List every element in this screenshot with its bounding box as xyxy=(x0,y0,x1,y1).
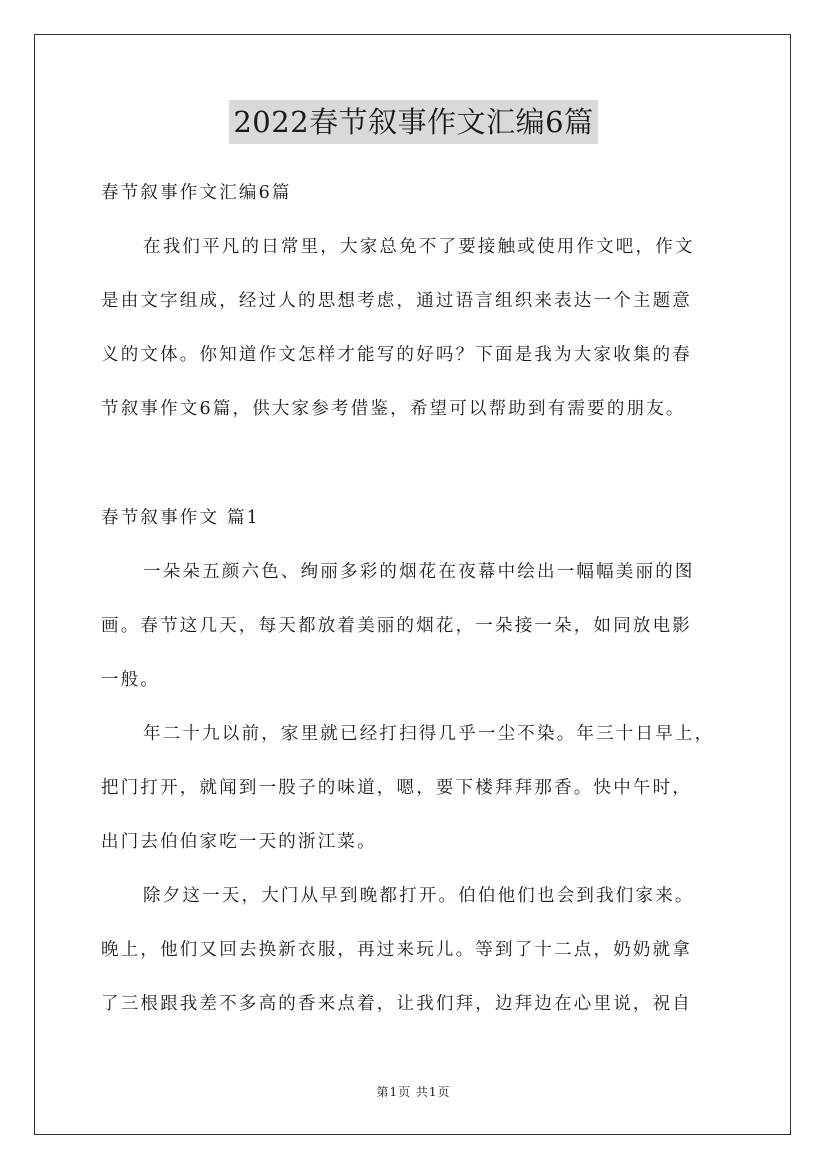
page-footer: 第1页 共1页 xyxy=(376,1085,451,1099)
paragraph-fireworks xyxy=(101,545,741,707)
intro-line: 在我们平凡的日常里，大家总免不了要接触或使用作文吧，作文 xyxy=(143,237,695,257)
paragraph-line: 一般。 xyxy=(101,670,161,690)
paragraph-line: 年二十九以前，家里就已经打扫得几乎一尘不染。年三十日早上， xyxy=(143,724,715,744)
intro-line: 是由文字组成，经过人的思想考虑，通过语言组织来表达一个主题意 xyxy=(101,291,692,311)
paragraph-line: 画。春节这几天，每天都放着美丽的烟花，一朵接一朵，如同放电影 xyxy=(101,616,692,636)
document-subtitle: 春节叙事作文汇编6篇 xyxy=(101,183,292,203)
section-heading: 春节叙事作文 篇1 xyxy=(101,508,260,528)
paragraph-new-year-eve-night xyxy=(101,869,741,1031)
document-title xyxy=(0,100,827,149)
intro-paragraph xyxy=(101,220,741,436)
intro-line: 节叙事作文6篇，供大家参考借鉴，希望可以帮助到有需要的朋友。 xyxy=(101,399,686,419)
paragraph-line: 把门打开，就闻到一股子的味道，嗯，要下楼拜拜那香。快中午时， xyxy=(101,778,692,798)
intro-line: 义的文体。你知道作文怎样才能写的好吗？下面是我为大家收集的春 xyxy=(101,345,692,365)
paragraph-line: 了三根跟我差不多高的香来点着，让我们拜，边拜边在心里说，祝自 xyxy=(101,994,692,1014)
paragraph-new-year-eve-morning xyxy=(101,707,741,869)
document-title-text: 2022春节叙事作文汇编6篇 xyxy=(229,100,597,144)
paragraph-line: 一朵朵五颜六色、绚丽多彩的烟花在夜幕中绘出一幅幅美丽的图 xyxy=(143,562,695,582)
paragraph-line: 除夕这一天，大门从早到晚都打开。伯伯他们也会到我们家来。 xyxy=(143,886,695,906)
paragraph-line: 晚上，他们又回去换新衣服，再过来玩儿。等到了十二点，奶奶就拿 xyxy=(101,940,692,960)
paragraph-line: 出门去伯伯家吃一天的浙江菜。 xyxy=(101,832,377,852)
